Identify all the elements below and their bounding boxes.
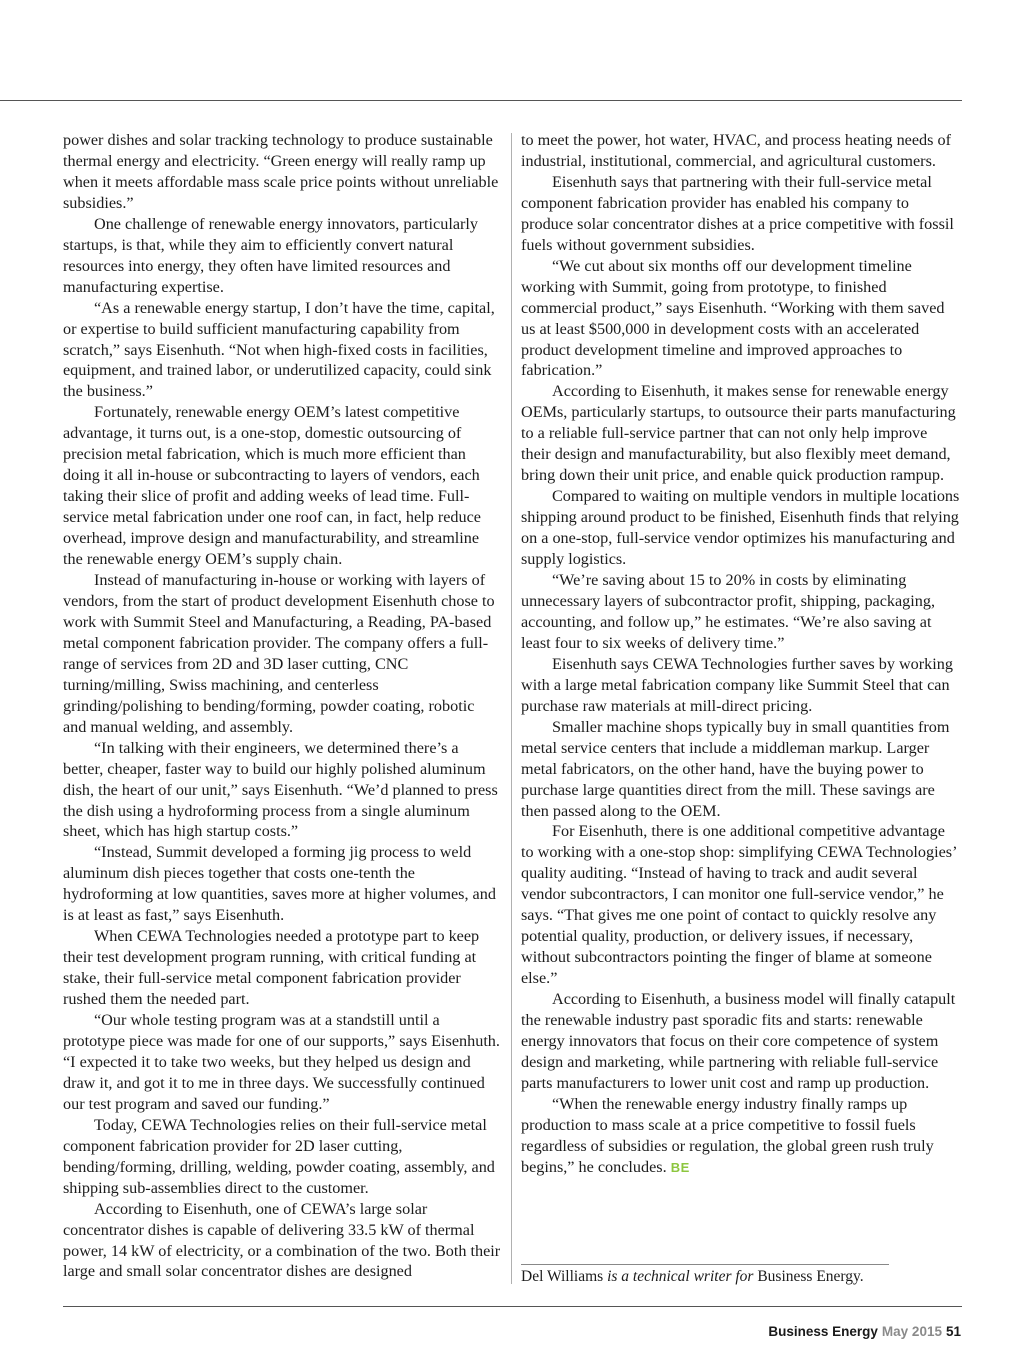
paragraph: When CEWA Technologies needed a prototype part to keep their test development program running, with critical funding at stake, their full-service metal component fabrication provider rushed them the needed part. xyxy=(63,927,480,1009)
paragraph: According to Eisenhuth, one of CEWA’s large solar concentrator dishes is capable of delivering 33.5 kW of thermal power, 14 kW of electricity, or a combination of the two. Both their large and small solar concentrator dishes are designed xyxy=(63,1199,501,1281)
paragraph: Smaller machine shops typically buy in small quantities from metal service centers that include a middleman markup. Larger metal fabricators, on the other hand, have the buying power to purchase large quantities direct from the mill. These savings are then passed along to the OEM. xyxy=(521,717,950,820)
paragraph-text: “When the renewable energy industry finally ramps up production to mass scale at a price competitive to fossil fuels regardless of subsidies or regulation, the global green rush truly begins,” he concludes. xyxy=(521,1094,934,1176)
page-footer xyxy=(768,1324,961,1339)
paragraph: Fortunately, renewable energy OEM’s latest competitive advantage, it turns out, is a one-stop, domestic outsourcing of precision metal fabrication, which is much more efficient than doing it all in-house or subcontracting to layers of vendors, each taking their slice of profit and adding weeks of lead time. Full-service metal fabrication under one roof can, in fact, help reduce overhead, improve design and manufacturability, and streamline the renewable energy OEM’s supply chain. xyxy=(63,403,481,569)
paragraph: According to Eisenhuth, a business model will finally catapult the renewable industry past sporadic fits and starts: renewable energy innovators that focus on their core competence of system design and marketing, while partnering with reliable full-service parts manufacturers to lower unit cost and ramp up production. xyxy=(521,990,956,1092)
paragraph: According to Eisenhuth, it makes sense for renewable energy OEMs, particularly startups, to outsource their parts manufacturing to a reliable full-service partner that can not only help improve their design and manufacturability, but also flexibly meet demand, bring down their unit price, and enable quick production rampup. xyxy=(521,382,956,485)
footer-rule xyxy=(63,1306,962,1307)
paragraph: One challenge of renewable energy innovators, particularly startups, is that, while they aim to efficiently convert natural resources into energy, they often have limited resources and manufacturing expertise. xyxy=(63,214,478,296)
author-name: Del Williams xyxy=(521,1268,604,1285)
bio-rule xyxy=(521,1264,889,1265)
paragraph: Eisenhuth says that partnering with their full-service metal component fabrication provider has enabled his company to produce solar concentrator dishes at a price competitive with fossil fuels without government subsidies. xyxy=(521,172,954,254)
paragraph: “We cut about six months off our development timeline working with Summit, going from prototype, to finished commercial product,” says Eisenhuth. “Working with them saved us at least $500,000 in development costs with an accelerated product development timeline and improved approaches to fabrication.” xyxy=(521,256,945,380)
paragraph: “In talking with their engineers, we determined there’s a better, cheaper, faster way to build our highly polished aluminum dish, the heart of our unit,” says Eisenhuth. “We’d planned to press the dish using a hydroforming process from a single aluminum sheet, which has high startup costs.” xyxy=(63,738,498,841)
publication-name: Business Energy. xyxy=(757,1268,864,1285)
paragraph: to meet the power, hot water, HVAC, and process heating needs of industrial, institutional, commercial, and agricultural customers. xyxy=(521,131,951,170)
final-paragraph xyxy=(521,1094,961,1179)
issue-date: May 2015 xyxy=(881,1324,942,1339)
paragraph: For Eisenhuth, there is one additional competitive advantage to working with a one-stop shop: simplifying CEWA Technologies’ quality auditing. “Instead of having to track and audit several vendor subcontractors, I can monitor one full-service vendor,” he says. “That gives me one point of contact to quickly resolve any potential quality, production, or delivery issues, if necessary, without subcontractors pointing the finger of blame at someone else.” xyxy=(521,822,957,988)
paragraph: Instead of manufacturing in-house or working with layers of vendors, from the start of product development Eisenhuth chose to work with Summit Steel and Manufacturing, a Reading, PA-based metal component fabrication provider. The company offers a full-range of services from 2D and 3D laser cutting, CNC turning/milling, Swiss machining, and centerless grinding/polishing to bending/forming, powder coating, robotic and manual welding, and assembly. xyxy=(63,571,495,736)
article-column-left xyxy=(63,130,501,1282)
end-mark: BE xyxy=(670,1159,690,1175)
header-rule xyxy=(0,100,962,101)
paragraph: “Instead, Summit developed a forming jig process to weld aluminum dish pieces together that costs one-tenth the hydroforming at low quantities, saves more at higher volumes, and is at least as fast,” says Eisenhuth. xyxy=(63,843,496,925)
paragraph: Today, CEWA Technologies relies on their full-service metal component fabrication provider for 2D laser cutting, bending/forming, drilling, welding, powder coating, assembly, and shipping sub-assemblies direct to the customer. xyxy=(63,1115,495,1197)
paragraph: power dishes and solar tracking technology to produce sustainable thermal energy and electricity. “Green energy will really ramp up when it meets affordable mass scale price points without unreliable subsidies.” xyxy=(63,131,499,212)
magazine-name: Business Energy xyxy=(768,1324,878,1339)
paragraph: “Our whole testing program was at a standstill until a prototype piece was made for one of our supports,” says Eisenhuth. “I expected it to take two weeks, but they helped us design and draw it, and got it to me in three days. We successfully continued our test program and saved our funding.” xyxy=(63,1011,500,1113)
column-divider xyxy=(511,133,512,1284)
author-role: is a technical writer for xyxy=(603,1268,758,1285)
article-column-right xyxy=(521,130,961,1179)
author-bio xyxy=(521,1267,961,1287)
paragraph: “We’re saving about 15 to 20% in costs by eliminating unnecessary layers of subcontractor profit, shipping, packaging, accounting, and follow up,” he estimates. “We’re also saving at least four to six weeks of delivery time.” xyxy=(521,571,936,652)
page-number: 51 xyxy=(945,1324,961,1339)
paragraph: Compared to waiting on multiple vendors in multiple locations shipping around product to be finished, Eisenhuth finds that relying on a one-stop, full-service vendor optimizes his manufacturing and supply logistics. xyxy=(521,487,960,569)
paragraph: “As a renewable energy startup, I don’t have the time, capital, or expertise to build sufficient manufacturing capability from scratch,” says Eisenhuth. “Not when high-fixed costs in facilities, equipment, and trained labor, or underutilized capacity, could sink the business.” xyxy=(63,298,495,401)
paragraph: Eisenhuth says CEWA Technologies further saves by working with a large metal fabrication company like Summit Steel that can purchase raw materials at mill-direct pricing. xyxy=(521,654,953,715)
